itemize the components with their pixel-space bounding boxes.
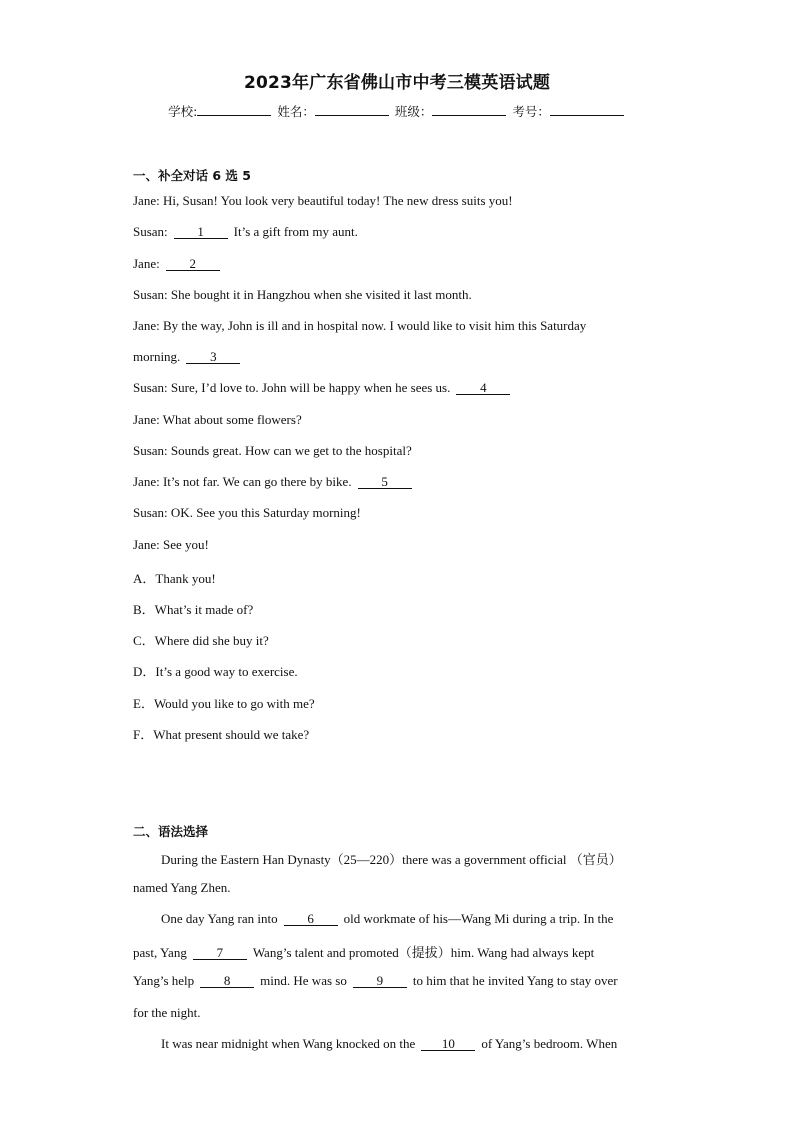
dialog-line: Jane: By the way, John is ill and in hospital now. I would like to visit him this Saturday — [133, 318, 587, 333]
answer-blank[interactable]: 5 — [358, 475, 412, 489]
dialog-line: Susan: She bought it in Hangzhou when she visited it last month. — [133, 287, 472, 302]
option-d: D．It’s a good way to exercise. — [133, 664, 298, 679]
passage-line — [133, 973, 618, 989]
passage-line: for the night. — [133, 1005, 201, 1020]
passage-line: During the Eastern Han Dynasty（25—220）there was a government official （官员） — [161, 852, 622, 867]
dialog-text: Susan: Sure, I’d love to. John will be happy when he sees us. — [133, 380, 451, 395]
dialog-line — [133, 349, 240, 365]
class-label: 班级： — [394, 104, 433, 119]
section1-heading: 一、补全对话 6 选 5 — [133, 168, 251, 183]
option-b: B．What’s it made of? — [133, 602, 254, 617]
option-f: F．What present should we take? — [133, 727, 310, 742]
school-label: 学校: — [168, 104, 198, 119]
dialog-speaker-text: Susan: — [133, 224, 168, 239]
section2-heading: 二、语法选择 — [133, 824, 209, 839]
name-blank[interactable] — [315, 103, 389, 116]
dialog-speaker-text: Jane: — [133, 256, 160, 271]
dialog-text: It’s a gift from my aunt. — [233, 224, 358, 239]
answer-blank[interactable]: 4 — [456, 381, 510, 395]
answer-blank[interactable]: 8 — [200, 974, 254, 988]
dialog-line: Jane: See you! — [133, 537, 209, 552]
answer-blank[interactable]: 2 — [166, 257, 220, 271]
passage-text: It was near midnight when Wang knocked on the — [161, 1036, 416, 1051]
page-title: 2023年广东省佛山市中考三模英语试题 — [243, 73, 551, 93]
answer-blank[interactable]: 10 — [421, 1037, 475, 1051]
answer-blank[interactable]: 9 — [353, 974, 407, 988]
answer-blank[interactable]: 6 — [284, 912, 338, 926]
option-e: E．Would you like to go with me? — [133, 696, 315, 711]
dialog-text: morning. — [133, 349, 181, 364]
passage-text: of Yang’s bedroom. When — [481, 1036, 618, 1051]
dialog-line: Susan: OK. See you this Saturday morning! — [133, 505, 361, 520]
answer-blank[interactable]: 1 — [174, 225, 228, 239]
passage-line — [133, 942, 594, 961]
dialog-text: Jane: It’s not far. We can go there by bike. — [133, 474, 352, 489]
passage-line — [161, 911, 613, 927]
class-blank[interactable] — [432, 103, 506, 116]
student-info-row — [0, 102, 794, 120]
dialog-line — [133, 474, 412, 490]
exam-number-label: 考号： — [512, 104, 550, 119]
option-c: C．Where did she buy it? — [133, 633, 269, 648]
dialog-line — [133, 380, 510, 396]
dialog-line: Jane: Hi, Susan! You look very beautiful today! The new dress suits you! — [133, 193, 513, 208]
passage-text: old workmate of his—Wang Mi during a trip. In the — [343, 911, 614, 926]
name-label: 姓名： — [277, 104, 315, 119]
passage-line — [161, 1036, 617, 1052]
passage-text: to him that he invited Yang to stay over — [412, 973, 618, 988]
passage-text: Yang’s help — [133, 973, 195, 988]
school-blank[interactable] — [197, 103, 271, 116]
answer-blank[interactable]: 7 — [193, 946, 247, 960]
exam-number-blank[interactable] — [550, 103, 624, 116]
passage-text: Wang’s talent and promoted（提拔）him. Wang had always kept — [252, 945, 595, 960]
dialog-line: Jane: What about some flowers? — [133, 412, 302, 427]
option-a: A．Thank you! — [133, 571, 216, 586]
dialog-line — [133, 256, 220, 272]
dialog-line: Susan: Sounds great. How can we get to the hospital? — [133, 443, 412, 458]
passage-text: One day Yang ran into — [161, 911, 278, 926]
answer-blank[interactable]: 3 — [186, 350, 240, 364]
passage-line: named Yang Zhen. — [133, 880, 231, 895]
dialog-line — [133, 224, 358, 240]
passage-text: past, Yang — [133, 945, 187, 960]
passage-text: mind. He was so — [260, 973, 347, 988]
